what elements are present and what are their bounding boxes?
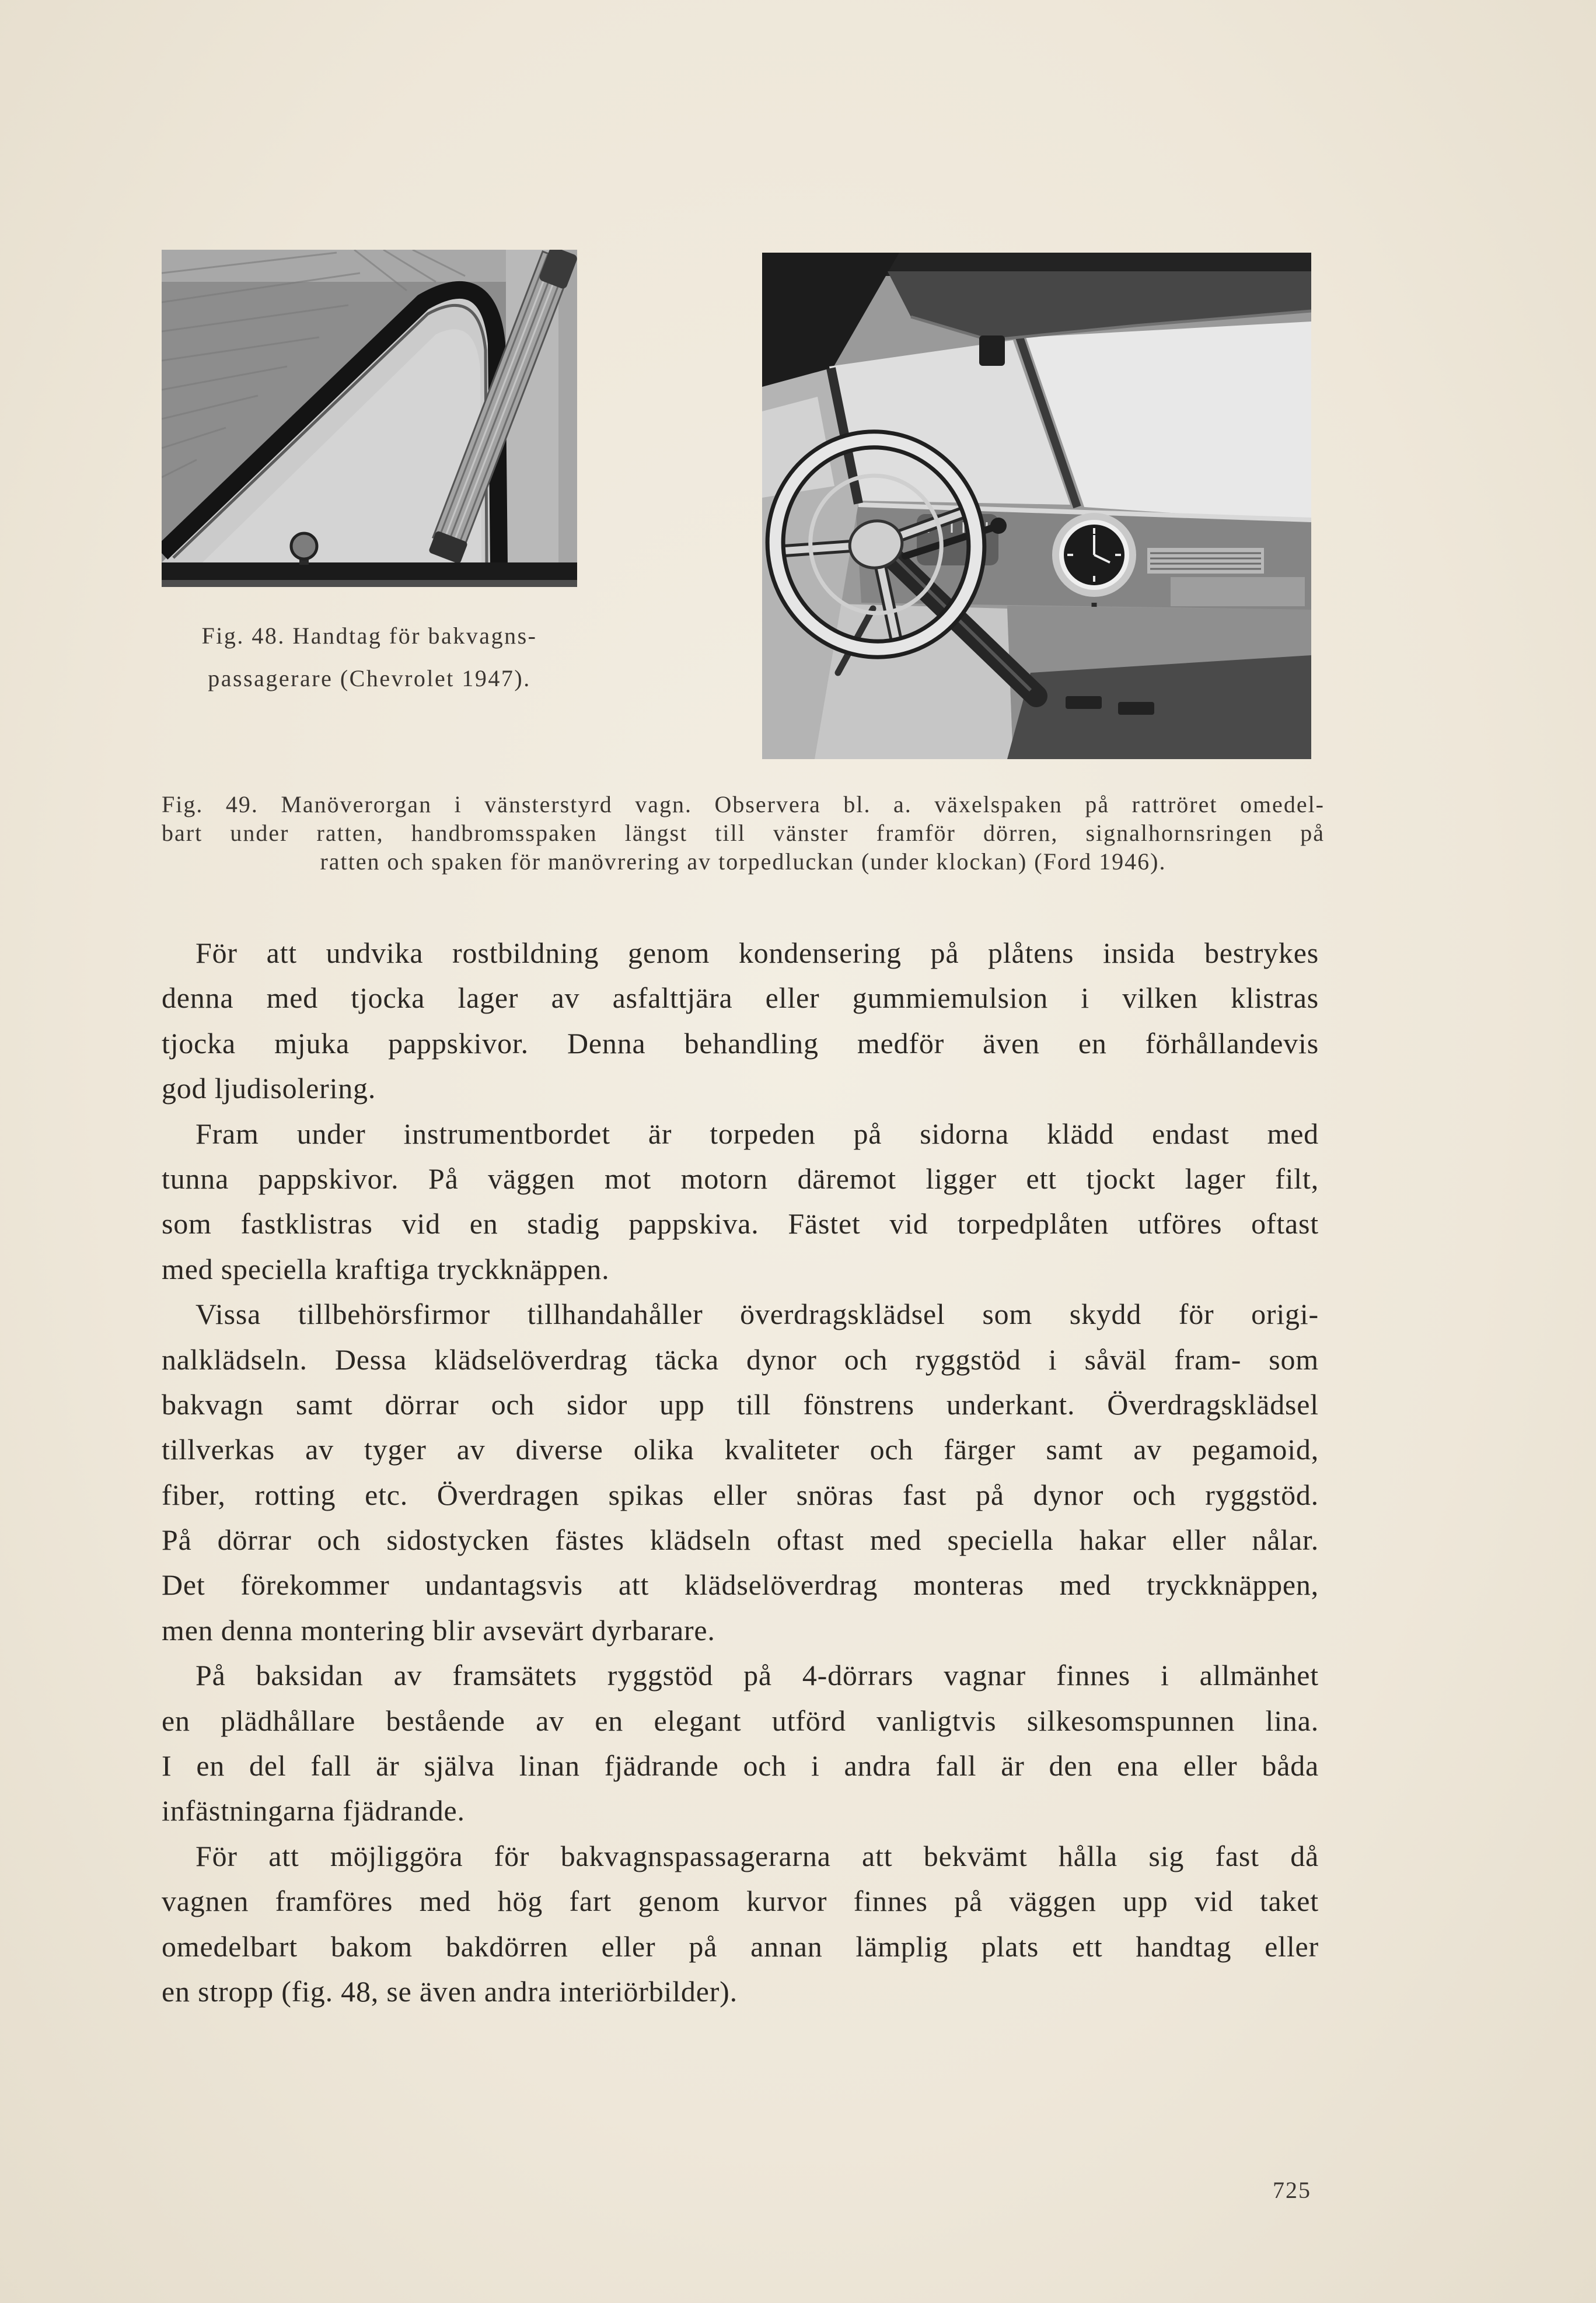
body-text (162, 931, 1319, 2014)
text-line: tunna pappskivor. På väggen mot motorn däremot ligger ett tjockt lager filt, (162, 1162, 1319, 1195)
body-paragraph (162, 931, 1319, 1112)
caption-line: passagerare (Chevrolet 1947). (208, 665, 531, 691)
caption-line: Fig. 48. Handtag för bakvagns- (201, 623, 537, 649)
figure-48-caption (162, 614, 577, 700)
text-line: För att möjliggöra för bakvagnspassagerarna att bekvämt hålla sig fast då (195, 1839, 1319, 1872)
caption-line: ratten och spaken för manövrering av torpedluckan (under klockan) (Ford 1946). (320, 848, 1167, 875)
figure-48-photo (162, 250, 577, 587)
body-paragraph (162, 1834, 1319, 2015)
text-line: Fram under instrumentbordet är torpeden på sidorna klädd endast med (195, 1117, 1319, 1150)
figure-49-caption (162, 790, 1325, 876)
text-line: en stropp (fig. 48, se även andra interiörbilder). (162, 1975, 738, 2008)
text-line: I en del fall är själva linan fjädrande och i andra fall är den ena eller båda (162, 1749, 1319, 1783)
text-line: Det förekommer undantagsvis att klädselöverdrag monteras med tryckknäppen, (162, 1568, 1319, 1602)
body-paragraph (162, 1292, 1319, 1653)
text-line: nalklädseln. Dessa klädselöverdrag täcka dynor och ryggstöd i såväl fram- som (162, 1343, 1319, 1376)
text-line: som fastklistras vid en stadig pappskiva. Fästet vid torpedplåten utföres oftast (162, 1207, 1319, 1240)
text-line: bakvagn samt dörrar och sidor upp till fönstrens underkant. Överdragsklädsel (162, 1388, 1319, 1421)
text-line: tjocka mjuka pappskivor. Denna behandling medför även en förhållandevis (162, 1026, 1319, 1060)
text-line: en plädhållare bestående av en elegant utförd vanligtvis silkesomspunnen lina. (162, 1704, 1319, 1737)
text-line: denna med tjocka lager av asfalttjära eller gummiemulsion i vilken klistras (162, 981, 1319, 1015)
text-line: men denna montering blir avsevärt dyrbarare. (162, 1613, 715, 1647)
text-line: På baksidan av framsätets ryggstöd på 4-dörrars vagnar finnes i allmänhet (195, 1659, 1319, 1692)
body-paragraph (162, 1112, 1319, 1292)
text-line: med speciella kraftiga tryckknäppen. (162, 1252, 610, 1285)
rear-view-mirror (979, 336, 1005, 366)
text-line: infästningarna fjädrande. (162, 1794, 465, 1827)
caption-line: Fig. 49. Manöverorgan i vänsterstyrd vagn. Observera bl. a. växelspaken på rattröret omedel- (162, 791, 1325, 817)
text-line: På dörrar och sidostycken fästes klädseln oftast med speciella hakar eller nålar. (162, 1523, 1319, 1557)
figure-49-photo (762, 253, 1311, 759)
page-number: 725 (1273, 2177, 1311, 2203)
text-line: tillverkas av tyger av diverse olika kvaliteter och färger samt av pegamoid, (162, 1433, 1319, 1466)
window-sill (162, 562, 577, 587)
caption-line: bart under ratten, handbromsspaken längst till vänster framför dörren, signalhornsringen på (162, 820, 1325, 846)
text-line: För att undvika rostbildning genom kondensering på plåtens insida bestrykes (195, 936, 1319, 969)
text-line: Vissa tillbehörsfirmor tillhandahåller överdragsklädsel som skydd för origi- (195, 1298, 1319, 1331)
text-line: god ljudisolering. (162, 1072, 376, 1105)
text-line: fiber, rotting etc. Överdragen spikas eller snöras fast på dynor och ryggstöd. (162, 1478, 1319, 1511)
text-line: omedelbart bakom bakdörren eller på annan lämplig plats ett handtag eller (162, 1930, 1319, 1963)
lower-panels (797, 603, 1311, 759)
dashboard-clock (1052, 513, 1136, 597)
body-paragraph (162, 1653, 1319, 1834)
text-line: vagnen framföres med hög fart genom kurvor finnes på väggen upp vid taket (162, 1885, 1319, 1918)
